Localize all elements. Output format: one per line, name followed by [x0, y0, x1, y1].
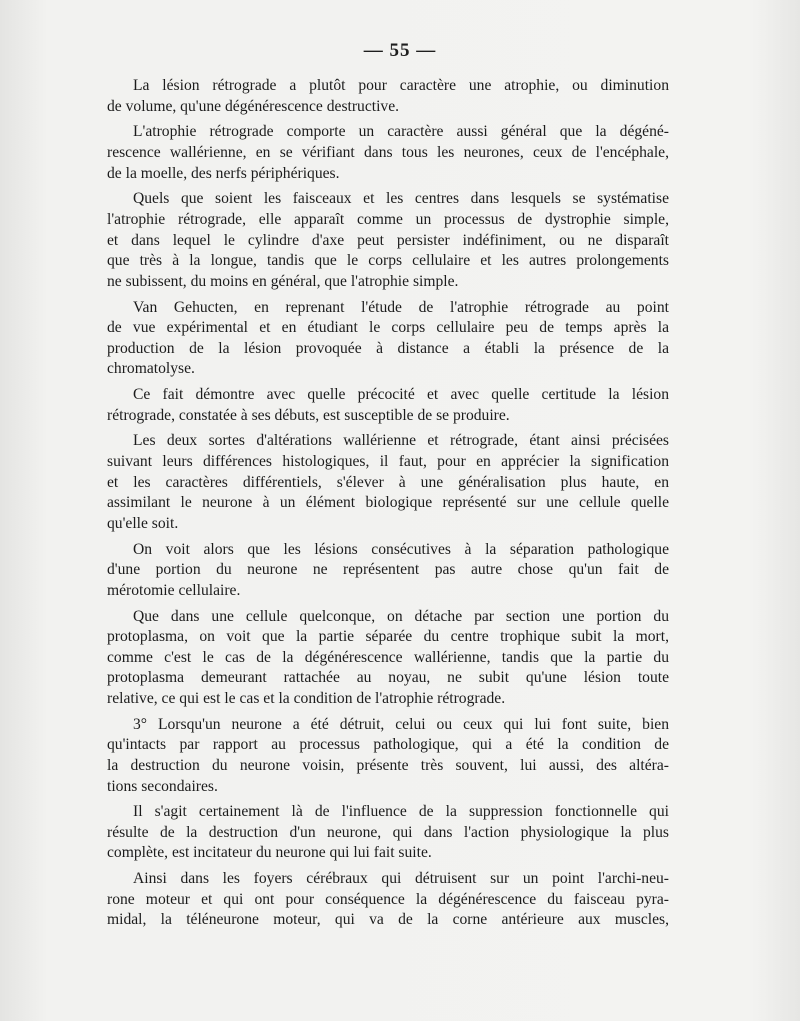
text-line: 3° Lorsqu'un neurone a été détruit, celui ou ceux qui lui font suite, bien [133, 715, 669, 733]
paragraph [107, 385, 669, 426]
text-line: protoplasma demeurant rattachée au noyau, ne subit qu'une lésion toute [107, 669, 669, 687]
paragraph [107, 431, 669, 534]
paragraph [107, 540, 669, 602]
text-line: production de la lésion provoquée à distance a établi la présence de la [107, 339, 669, 357]
text-line: la destruction du neurone voisin, présente très souvent, lui aussi, des altéra- [107, 756, 669, 774]
text-line: Les deux sortes d'altérations wallérienne et rétrograde, étant ainsi précisées [133, 432, 669, 450]
paragraph [107, 122, 669, 184]
text-line: L'atrophie rétrograde comporte un caractère aussi général que la dégéné- [133, 123, 669, 141]
text-line: On voit alors que les lésions consécutives à la séparation pathologique [133, 540, 669, 558]
paragraph [107, 298, 669, 380]
text-line: tions secondaires. [107, 777, 218, 795]
text-line: Quels que soient les faisceaux et les centres dans lesquels se systématise [133, 190, 669, 208]
text-line: rétrograde, constatée à ses débuts, est susceptible de se produire. [107, 406, 510, 424]
text-line: mérotomie cellulaire. [107, 581, 241, 599]
text-line: Ce fait démontre avec quelle précocité et avec quelle certitude la lésion [133, 386, 669, 404]
text-line: l'atrophie rétrograde, elle apparaît comme un processus de dystrophie simple, [107, 210, 669, 228]
text-line: complète, est incitateur du neurone qui lui fait suite. [107, 844, 432, 862]
text-line: d'une portion du neurone ne représentent pas autre chose qu'un fait de [107, 561, 669, 579]
text-line: et les caractères différentiels, s'élever à une généralisation plus haute, en [107, 473, 669, 491]
text-line: de la moelle, des nerfs périphériques. [107, 164, 340, 182]
text-line: de vue expérimental et en étudiant le corps cellulaire peu de temps après la [107, 319, 669, 337]
text-line: Que dans une cellule quelconque, on détache par section une portion du [133, 607, 669, 625]
text-line: Ainsi dans les foyers cérébraux qui détruisent sur un point l'archi-neu- [133, 870, 669, 888]
text-line: Il s'agit certainement là de l'influence de la suppression fonctionnelle qui [133, 803, 669, 821]
text-line: qu'intacts par rapport au processus pathologique, qui a été la condition de [107, 736, 669, 754]
text-line: qu'elle soit. [107, 514, 179, 532]
page-number: — 55 — [363, 40, 437, 61]
text-line: relative, ce qui est le cas et la condition de l'atrophie rétrograde. [107, 689, 506, 707]
text-line: et dans lequel le cylindre d'axe peut persister indéfiniment, ou ne disparaît [107, 231, 669, 249]
text-line: de volume, qu'une dégénérescence destructive. [107, 97, 400, 115]
text-line: suivant leurs différences histologiques, il faut, pour en apprécier la signification [107, 453, 669, 471]
text-line: comme c'est le cas de la dégénérescence wallérienne, tandis que la partie du [107, 648, 669, 666]
text-line: rone moteur et qui ont pour conséquence la dégénérescence du faisceau pyra- [107, 890, 669, 908]
text-line: chromatolyse. [107, 360, 195, 378]
paragraph [107, 189, 669, 292]
text-line: Van Gehucten, en reprenant l'étude de l'atrophie rétrograde au point [133, 298, 669, 316]
text-line: midal, la téléneurone moteur, qui va de la corne antérieure aux muscles, [107, 911, 669, 929]
text-line: assimilant le neurone à un élément biologique représenté sur une cellule quelle [107, 494, 669, 512]
text-line: que très à la longue, tandis que le corps cellulaire et les autres prolongements [107, 252, 669, 270]
text-line: rescence wallérienne, en se vérifiant dans tous les neurones, ceux de l'encéphale, [107, 143, 669, 161]
paragraph [107, 607, 669, 710]
paragraph [107, 715, 669, 797]
paragraph [107, 802, 669, 864]
text-line: protoplasma, on voit que la partie séparée du centre trophique subit la mort, [107, 628, 669, 646]
text-line: ne subissent, du moins en général, que l'atrophie simple. [107, 272, 459, 290]
body-text [107, 76, 669, 936]
paragraph [107, 869, 669, 931]
text-line: résulte de la destruction d'un neurone, qui dans l'action physiologique la plus [107, 823, 669, 841]
paragraph [107, 76, 669, 117]
text-line: La lésion rétrograde a plutôt pour caractère une atrophie, ou diminution [133, 77, 669, 94]
